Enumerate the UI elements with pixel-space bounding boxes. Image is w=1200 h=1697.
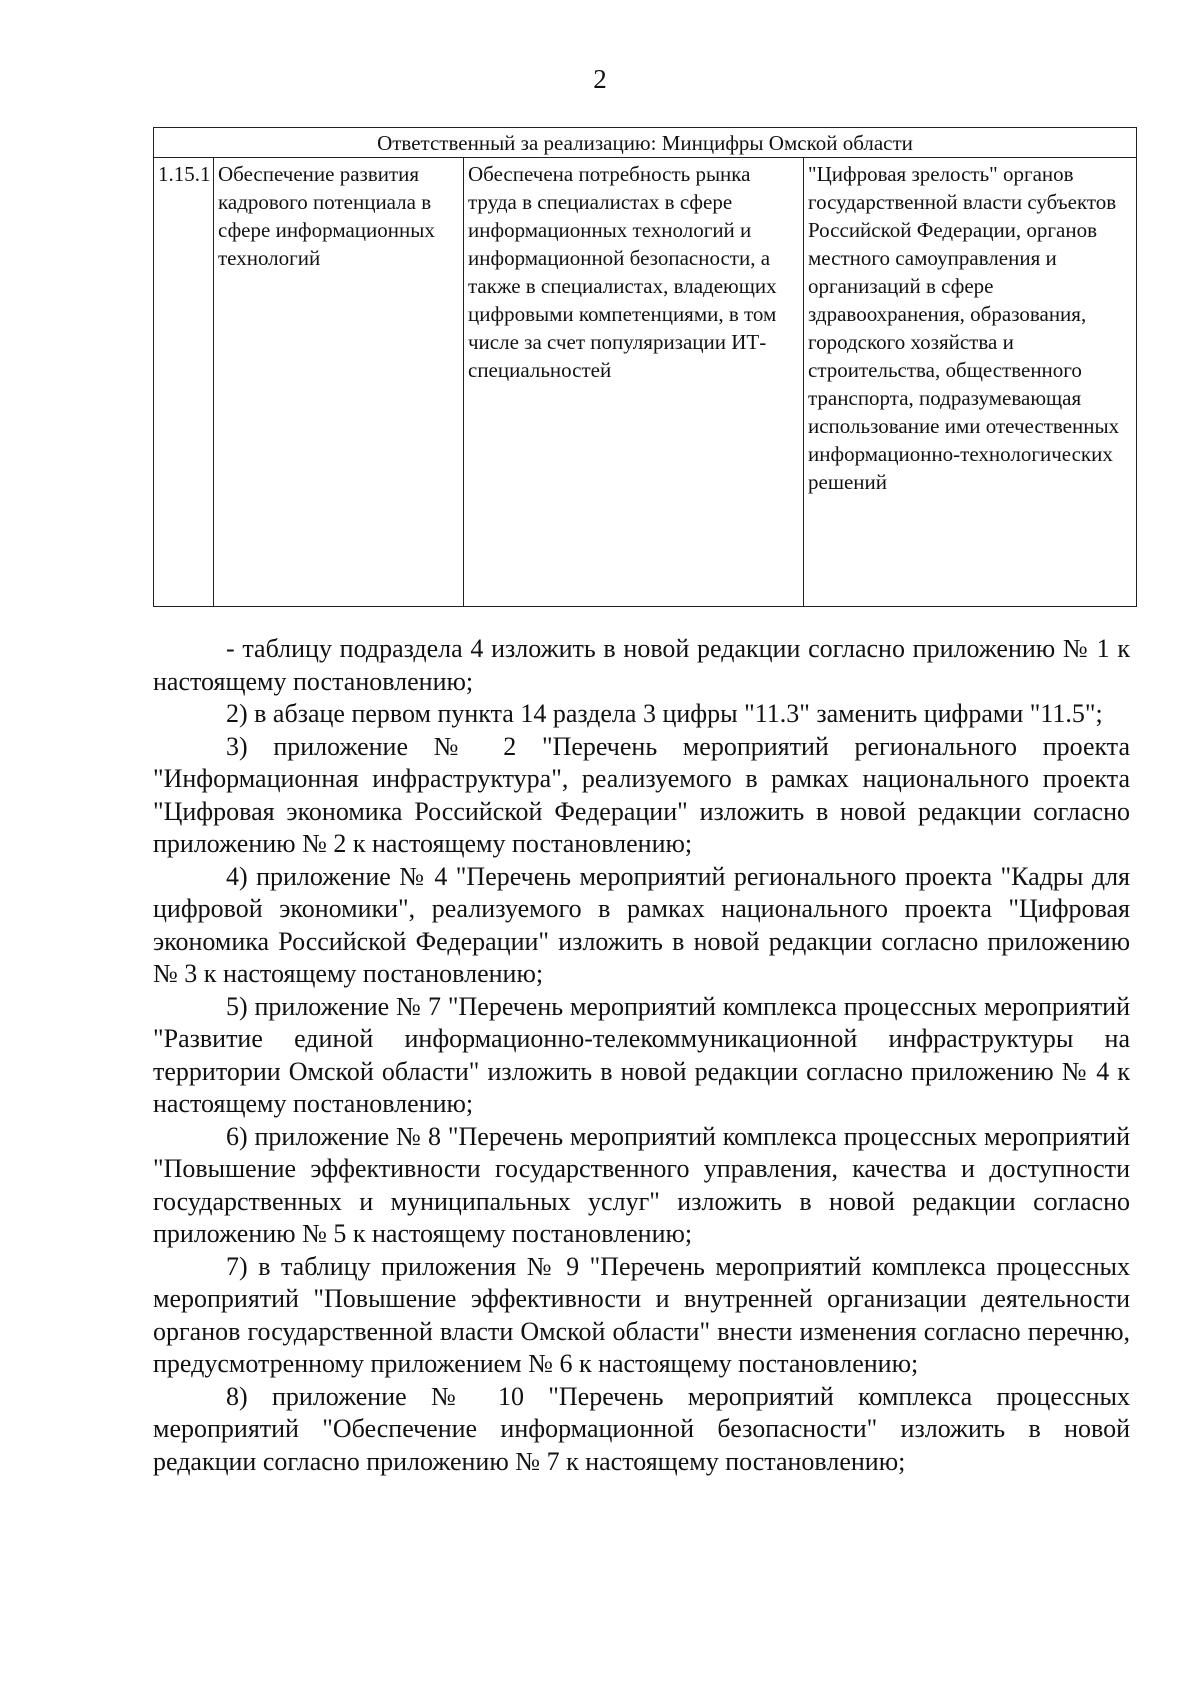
- paragraph-item-4: 4) приложение № 4 "Перечень мероприятий регионального проекта "Кадры для цифровой экономики", реализуемого в рамках национального проекта "Цифровая экономика Российской Федерации" изложить в новой редакции согласно приложению № 3 к настоящему постановлению;: [153, 861, 1130, 988]
- table-row: [154, 158, 1137, 607]
- indicator-cell: "Цифровая зрелость" органов государственной власти субъектов Российской Федерации, органов местного самоуправления и организаций в сфере здравоохранения, образования, городского хозяйства и строительства, общественного транспорта, подразумевающая использование ими отечественных информационно-технологических решений: [804, 158, 1137, 607]
- result-cell: Обеспечена потребность рынка труда в специалистах в сфере информационных технологий и информационной безопасности, а также в специалистах, владеющих цифровыми компетенциями, в том числе за счет популяризации ИТ-специальностей: [464, 158, 804, 607]
- paragraph-item-2: 2) в абзаце первом пункта 14 раздела 3 цифры "11.3" заменить цифрами "11.5";: [226, 699, 1103, 728]
- page-number: 2: [593, 64, 607, 94]
- paragraph-subsection-4: - таблицу подраздела 4 изложить в новой редакции согласно приложению № 1 к настоящему постановлению;: [153, 634, 1130, 696]
- measures-table: [153, 127, 1137, 607]
- paragraph-item-5: 5) приложение № 7 "Перечень мероприятий комплекса процессных мероприятий "Развитие единой информационно-телекоммуникационной инфраструктуры на территории Омской области" изложить в новой редакции согласно приложению № 4 к настоящему постановлению;: [153, 991, 1130, 1118]
- task-name-cell: Обеспечение развития кадрового потенциала в сфере информационных технологий: [214, 158, 464, 607]
- body-text: [153, 633, 1130, 1478]
- responsible-header: Ответственный за реализацию: Минцифры Омской области: [154, 128, 1137, 158]
- table-header-row: [154, 128, 1137, 158]
- paragraph-item-3: 3) приложение № 2 "Перечень мероприятий регионального проекта "Информационная инфраструктура", реализуемого в рамках национального проекта "Цифровая экономика Российской Федерации" изложить в новой редакции согласно приложению № 2 к настоящему постановлению;: [153, 731, 1130, 858]
- paragraph-item-6: 6) приложение № 8 "Перечень мероприятий комплекса процессных мероприятий "Повышение эффективности государственного управления, качества и доступности государственных и муниципальных услуг" изложить в новой редакции согласно приложению № 5 к настоящему постановлению;: [153, 1121, 1130, 1248]
- paragraph-item-7: 7) в таблицу приложения № 9 "Перечень мероприятий комплекса процессных мероприятий "Повышение эффективности и внутренней организации деятельности органов государственной власти Омской области" внести изменения согласно перечню, предусмотренному приложением № 6 к настоящему постановлению;: [153, 1251, 1130, 1378]
- paragraph-item-8: 8) приложение № 10 "Перечень мероприятий комплекса процессных мероприятий "Обеспечение информационной безопасности" изложить в новой редакции согласно приложению № 7 к настоящему постановлению;: [153, 1381, 1130, 1476]
- row-number-cell: 1.15.1: [154, 158, 214, 607]
